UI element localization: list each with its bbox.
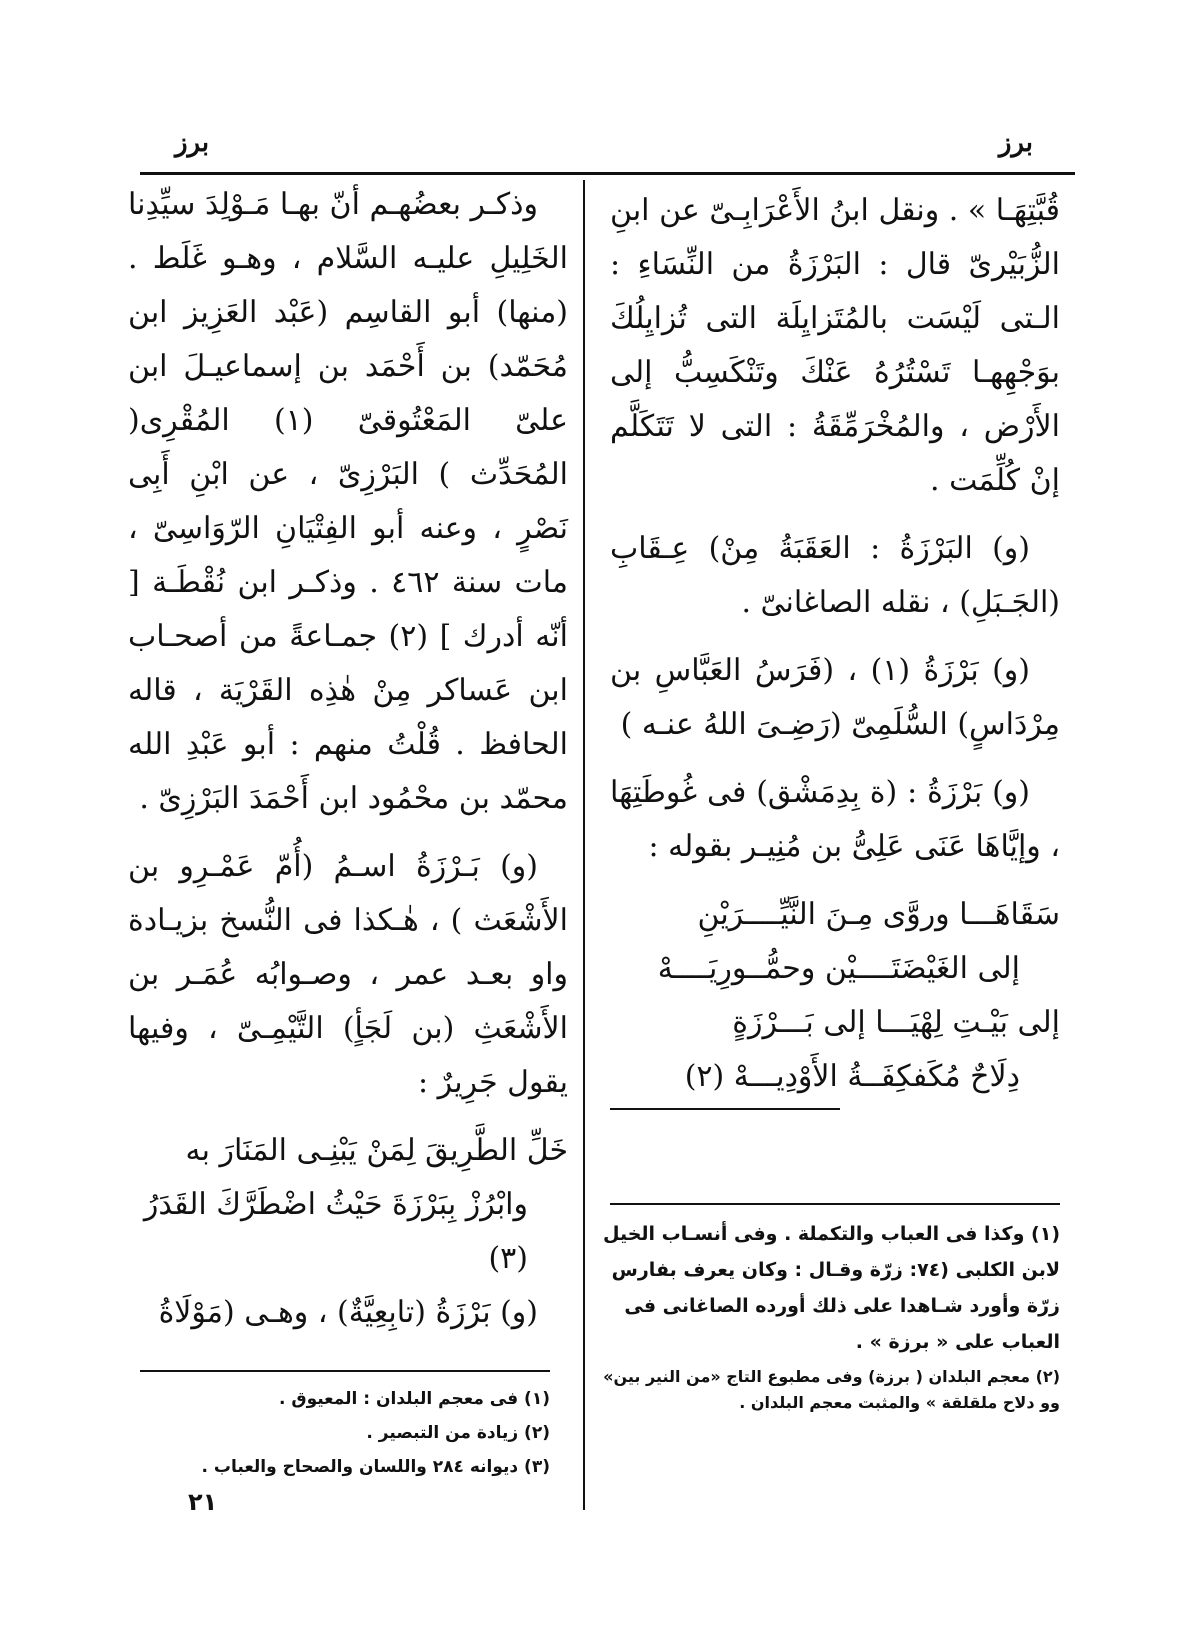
verse-line: دِلَاحٌ مُكَفكِفَــةُ الأَوْدِيـــهْ (٢) [684, 1059, 1020, 1094]
footnote: (١) وكذا فى العباب والتكملة . وفى أنسـاب الخيل لابن الكلبى (٧٤: زرّة وقـال : وكان يعرف بفارس زرّة وأورد شـاهدا على ذلك أورده الصاغانى فى العباب على « برزة » . [603, 1223, 1060, 1353]
footnote: (٢) معجم البلدان ( برزة) وفى مطبوع التاج «من النير بين» وو دلاح ملقلقة » والمثبت معجم البلدان . [603, 1367, 1060, 1412]
paragraph: (و) البَرْزَةُ : العَقَبَةُ مِنْ) عِـقَابِ (الجَـبَلِ) ، نقله الصاغانىّ . [610, 531, 1060, 620]
paragraph: (و) بَرْزَةُ (تابِعِيَّةٌ) ، وهـى (مَوْلَاةُ [158, 1295, 538, 1330]
verse-line: إلى بَيْـتِ لِهْيَـــا إلى بَـــرْزَةٍ [732, 1005, 1060, 1040]
footnotes-left [190, 1384, 550, 1486]
column-divider [583, 180, 585, 1510]
running-head-right: برز [998, 128, 1033, 158]
paragraph: (و) بَرْزَةُ (١) ، (فَرَسُ العَبَّاسِ بن مِرْدَاسٍ) السُّلَمِىّ (رَضِـىَ اللهُ عنـه ) [610, 653, 1060, 742]
paragraph: (و) بَرْزَةُ : (ة بِدِمَشْق) فى غُوطَتِهَا ، وإيَّاهَا عَنَى عَلِىُّ بن مُنِيـر بقوله : [610, 775, 1060, 864]
page-number: ٢١ [188, 1488, 218, 1516]
footnote: (١) فى معجم البلدان : المعيوق . [279, 1389, 550, 1409]
footnote-rule-left [140, 1370, 550, 1372]
verse-underline [610, 1108, 840, 1110]
verse-line: وابْرُزْ بِبَرْزَةَ حَيْثُ اضْطَرَّكَ القَدَرُ (٣) [143, 1187, 528, 1276]
paragraph: وذكـر بعضُهـم أنّ بهـا مَـوْلِدَ سيِّدِنا الخَلِيلِ عليـه السَّلام ، وهـو غَلَط . (منها) أبو القاسِم (عَبْد العَزِيز ابن مُحَمّد) بن أَحْمَد بن إسماعيـلَ ابن علىّ المَعْتُوقىّ (١) المُقْرِى( المُحَدِّث ) البَرْزِىّ ، عن ابْنِ أَبِى نَصْرٍ ، وعنه أبو الفِتْيَانِ الرّوَاسِىّ ، مات سنة ٤٦٢ . وذكـر ابن نُقْطَـة [ أنّه أدرك ] (٢) جمـاعةً من أصحـاب ابن عَساكر مِنْ هٰذِه القَرْيَة ، قاله الحافظ . قُلْتُ منهم : أبو عَبْدِ الله محمّد بن محْمُود ابن أَحْمَدَ البَرْزِىّ . [128, 187, 568, 816]
running-head-left: برز [175, 128, 210, 158]
footnote: (٣) ديوانه ٢٨٤ واللسان والصحاح والعباب . [201, 1457, 550, 1477]
verse-line: خَلِّ الطَّرِيقَ لِمَنْ يَبْنِـى المَنَارَ به [185, 1133, 568, 1168]
left-column [128, 178, 568, 1354]
paragraph: قُبَّتِهَـا » . ونقل ابنُ الأَعْرَابِـىّ عن ابنِ الزُّبَيْرىّ قال : البَرْزَةُ من النِّسَاءِ : الـتى لَيْسَت بالمُتَزايِلَة التى تُزايِلُكَ بوَجْهِهـا تَسْتُرُهُ عَنْكَ وتَنْكَسِبُّ إلى الأَرْض ، والمُخْرَمِّقَةُ : التى لا تَتَكَلَّم إنْ كُلِّمَت . [610, 193, 1060, 498]
footnotes-right [600, 1216, 1060, 1420]
right-column [610, 184, 1060, 1128]
verse-line: إلى الغَيْضَتَــــيْن وحمُّــورِيَــــهْ [657, 951, 1020, 986]
footnote-rule-right [610, 1203, 1060, 1205]
footnote: (٢) زيادة من التبصير . [366, 1423, 550, 1443]
paragraph: (و) بَـرْزَةُ اسـمُ (أُمّ عَمْـرِو بن الأَشْعَث ) ، هٰـكذا فى النُّسخ بزيـادة واو بعـد عمر ، وصـوابُه عُمَـر بن الأَشْعَثِ (بن لَجَأٍ) التَّيْمِـىّ ، وفيها يقول جَرِيرٌ : [128, 849, 568, 1100]
verse-line: سَقَاهَـــا وروَّى مِـنَ النَّيِّــــرَيْنِ [697, 897, 1060, 932]
header-rule [140, 172, 1075, 175]
